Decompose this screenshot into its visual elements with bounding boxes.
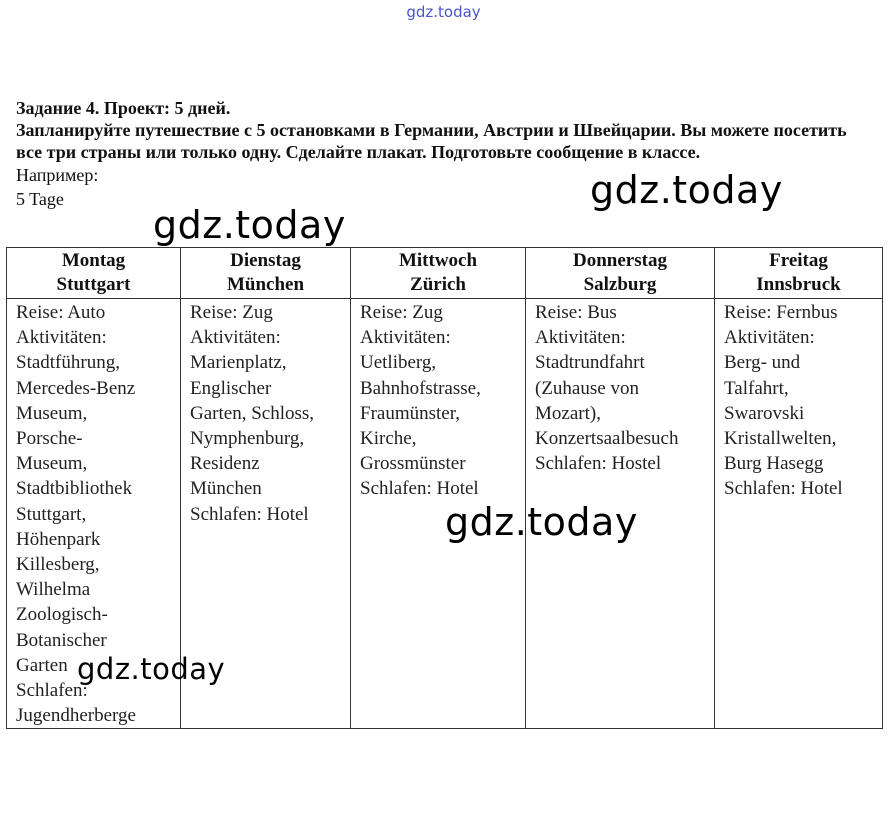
activity-line: Schlafen: Hotel: [360, 478, 479, 500]
activity-line: Mercedes-Benz: [16, 377, 136, 399]
activity-line: Höhenpark: [16, 528, 101, 550]
activity-line: Botanischer: [16, 629, 107, 651]
day-name: Montag: [61, 250, 126, 271]
watermark-text: gdz.today: [590, 168, 783, 212]
activity-line: Killesberg,: [16, 554, 100, 576]
header-montag: [7, 248, 181, 299]
activity-line: Garten: [16, 654, 68, 676]
activity-line: Talfahrt,: [724, 377, 789, 399]
activity-line: Uetliberg,: [360, 352, 437, 374]
day-name: Freitag: [769, 250, 828, 271]
activity-line: Stuttgart,: [16, 503, 87, 525]
activity-line: Zoologisch-: [16, 604, 108, 626]
watermark-text: gdz.today: [77, 652, 226, 686]
activity-line: Swarovski: [724, 402, 805, 424]
table-header-row: [7, 248, 883, 299]
activity-line: Garten, Schloss,: [190, 402, 315, 424]
watermark-text: gdz.today: [153, 203, 346, 247]
cell-freitag: [715, 299, 883, 729]
activity-line: Stadtführung,: [16, 352, 120, 374]
activity-line: Nymphenburg,: [190, 428, 305, 450]
day-name: Donnerstag: [573, 250, 667, 271]
activity-line: Aktivitäten:: [535, 327, 626, 349]
activity-line: Fraumünster,: [360, 402, 461, 424]
activity-line: Schlafen:: [16, 680, 88, 702]
city-name: Stuttgart: [56, 274, 131, 295]
activity-line: Jugendherberge: [16, 705, 136, 727]
activity-line: Reise: Zug: [360, 302, 443, 323]
activity-line: Residenz: [190, 453, 260, 475]
activity-line: Aktivitäten:: [16, 327, 107, 349]
activity-line: Kirche,: [360, 428, 417, 450]
table-subtitle: 5 Tage: [16, 189, 64, 209]
activity-line: Wilhelma: [16, 579, 91, 601]
activity-line: Reise: Auto: [16, 302, 106, 323]
activity-line: Reise: Zug: [190, 302, 273, 323]
activity-line: Marienplatz,: [190, 352, 287, 374]
activity-line: Museum,: [16, 453, 88, 475]
city-name: München: [226, 274, 305, 295]
activity-line: Englischer: [190, 377, 272, 399]
city-name: Innsbruck: [756, 274, 841, 295]
activity-line: Grossmünster: [360, 453, 466, 475]
activity-line: Stadtrundfahrt: [535, 352, 645, 374]
example-label: Например:: [16, 165, 99, 185]
activity-line: (Zuhause von: [535, 377, 639, 399]
day-name: Mittwoch: [398, 250, 478, 271]
header-freitag: [715, 248, 883, 299]
activity-line: Kristallwelten,: [724, 428, 837, 450]
city-name: Zürich: [410, 274, 466, 295]
task-instruction: Запланируйте путешествие с 5 остановками в Германии, Австрии и Швейцарии. Вы можете посетить все три страны или только одну. Сделайте плакат. Подготовьте сообщение в классе.: [16, 120, 847, 162]
header-dienstag: [181, 248, 351, 299]
watermark-text: gdz.today: [445, 500, 638, 544]
activity-line: Reise: Fernbus: [724, 302, 838, 323]
activity-line: Burg Hasegg: [724, 453, 824, 475]
header-donnerstag: [526, 248, 715, 299]
activity-line: München: [190, 478, 262, 500]
day-name: Dienstag: [230, 250, 301, 271]
task-title: Задание 4. Проект: 5 дней.: [16, 98, 231, 118]
activity-line: Aktivitäten:: [190, 327, 281, 349]
activity-line: Aktivitäten:: [360, 327, 451, 349]
header-mittwoch: [351, 248, 526, 299]
activity-line: Museum,: [16, 402, 88, 424]
activity-line: Schlafen: Hostel: [535, 453, 662, 475]
activity-line: Schlafen: Hotel: [724, 478, 843, 500]
activity-line: Bahnhofstrasse,: [360, 377, 481, 399]
activity-line: Porsche-: [16, 428, 83, 450]
city-name: Salzburg: [583, 274, 657, 295]
activity-line: Stadtbibliothek: [16, 478, 133, 500]
activity-line: Mozart),: [535, 402, 601, 424]
activity-line: Konzertsaalbesuch: [535, 428, 679, 450]
activity-line: Aktivitäten:: [724, 327, 815, 349]
activity-line: Reise: Bus: [535, 302, 617, 323]
activity-line: Schlafen: Hotel: [190, 503, 309, 525]
activity-line: Berg- und: [724, 352, 801, 374]
site-header-label[interactable]: gdz.today: [406, 3, 481, 21]
